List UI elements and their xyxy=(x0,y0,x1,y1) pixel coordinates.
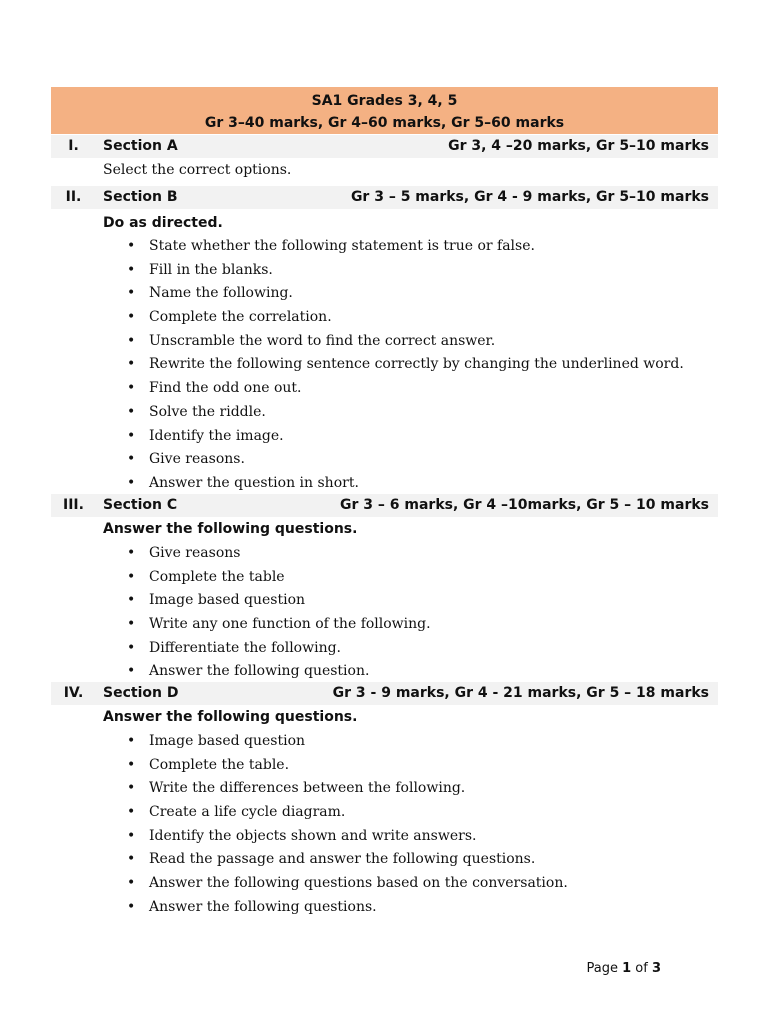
page-current: 1 xyxy=(622,961,632,976)
list-item: • Solve the riddle. xyxy=(103,401,684,425)
section-number: II. xyxy=(65,189,82,205)
list-item: • Identify the objects shown and write answers. xyxy=(103,825,568,849)
section-title: Section B xyxy=(103,189,178,205)
bullet-icon: • xyxy=(127,403,136,420)
list-item: • Differentiate the following. xyxy=(103,637,431,661)
section-d-header xyxy=(51,682,718,705)
list-item: • Write any one function of the following. xyxy=(103,613,431,637)
page-of-label: of xyxy=(635,961,648,976)
page-total: 3 xyxy=(651,961,661,976)
section-marks: Gr 3 – 5 marks, Gr 4 - 9 marks, Gr 5–10 marks xyxy=(350,189,709,205)
bullet-icon: • xyxy=(127,756,136,773)
list-item: • Write the differences between the following. xyxy=(103,777,568,801)
document-subtitle: Gr 3–40 marks, Gr 4–60 marks, Gr 5–60 marks xyxy=(204,115,565,131)
bullet-icon: • xyxy=(127,827,136,844)
section-b-header xyxy=(51,186,718,209)
bullet-icon: • xyxy=(127,356,136,373)
list-item: • Answer the following question. xyxy=(103,660,431,684)
section-c-directive: Answer the following questions. xyxy=(103,521,358,537)
bullet-icon: • xyxy=(127,285,136,302)
section-number: IV. xyxy=(63,685,84,701)
page-label: Page xyxy=(586,961,618,976)
list-item: • Name the following. xyxy=(103,282,684,306)
list-item: • Answer the following questions. xyxy=(103,896,568,920)
bullet-icon: • xyxy=(127,474,136,491)
bullet-icon: • xyxy=(127,733,136,749)
list-item: • Unscramble the word to find the correct answer. xyxy=(103,330,684,354)
bullet-icon: • xyxy=(127,851,136,868)
list-item: • Image based question xyxy=(103,730,568,754)
bullet-icon: • xyxy=(127,545,136,561)
list-item: • Give reasons xyxy=(103,542,431,566)
list-item: • Complete the table xyxy=(103,566,431,590)
section-d-list xyxy=(103,730,568,920)
bullet-icon: • xyxy=(127,663,136,680)
section-number: III. xyxy=(63,497,84,513)
bullet-icon: • xyxy=(127,309,136,326)
list-item: • Find the odd one out. xyxy=(103,377,684,401)
bullet-icon: • xyxy=(127,616,136,633)
bullet-icon: • xyxy=(127,875,136,892)
page-footer xyxy=(586,959,661,979)
list-item: • Create a life cycle diagram. xyxy=(103,801,568,825)
bullet-icon: • xyxy=(127,332,136,349)
list-item: • Identify the image. xyxy=(103,425,684,449)
section-b-list xyxy=(103,235,684,496)
bullet-icon: • xyxy=(127,804,136,821)
list-item: • Fill in the blanks. xyxy=(103,259,684,283)
section-marks: Gr 3 – 6 marks, Gr 4 –10marks, Gr 5 – 10 marks xyxy=(340,497,709,513)
list-item: • Complete the correlation. xyxy=(103,306,684,330)
section-c-header xyxy=(51,494,718,517)
bullet-icon: • xyxy=(127,451,136,468)
bullet-icon: • xyxy=(127,427,136,444)
section-a-instruction: Select the correct options. xyxy=(103,162,292,178)
section-a-header xyxy=(51,135,718,158)
section-title: Section D xyxy=(103,685,179,701)
list-item: • Give reasons. xyxy=(103,448,684,472)
list-item: • Complete the table. xyxy=(103,754,568,778)
bullet-icon: • xyxy=(127,780,136,797)
bullet-icon: • xyxy=(127,592,136,609)
bullet-icon: • xyxy=(127,898,136,915)
list-item: • State whether the following statement is true or false. xyxy=(103,235,684,259)
list-item: • Image based question xyxy=(103,589,431,613)
list-item: • Answer the following questions based on the conversation. xyxy=(103,872,568,896)
section-marks: Gr 3 - 9 marks, Gr 4 - 21 marks, Gr 5 – 18 marks xyxy=(332,685,709,701)
bullet-icon: • xyxy=(127,380,136,397)
section-title: Section C xyxy=(103,497,178,513)
section-b-directive: Do as directed. xyxy=(103,215,223,231)
list-item: • Answer the question in short. xyxy=(103,472,684,496)
list-item: • Rewrite the following sentence correctly by changing the underlined word. xyxy=(103,353,684,377)
section-c-list xyxy=(103,542,431,684)
section-marks: Gr 3, 4 –20 marks, Gr 5–10 marks xyxy=(448,138,709,154)
bullet-icon: • xyxy=(127,568,136,585)
section-d-directive: Answer the following questions. xyxy=(103,709,358,725)
bullet-icon: • xyxy=(127,639,136,656)
header-banner xyxy=(51,87,718,134)
section-title: Section A xyxy=(103,138,178,154)
bullet-icon: • xyxy=(127,238,136,254)
document-title: SA1 Grades 3, 4, 5 xyxy=(311,93,458,109)
list-item: • Read the passage and answer the following questions. xyxy=(103,848,568,872)
section-number: I. xyxy=(68,138,79,154)
bullet-icon: • xyxy=(127,261,136,278)
